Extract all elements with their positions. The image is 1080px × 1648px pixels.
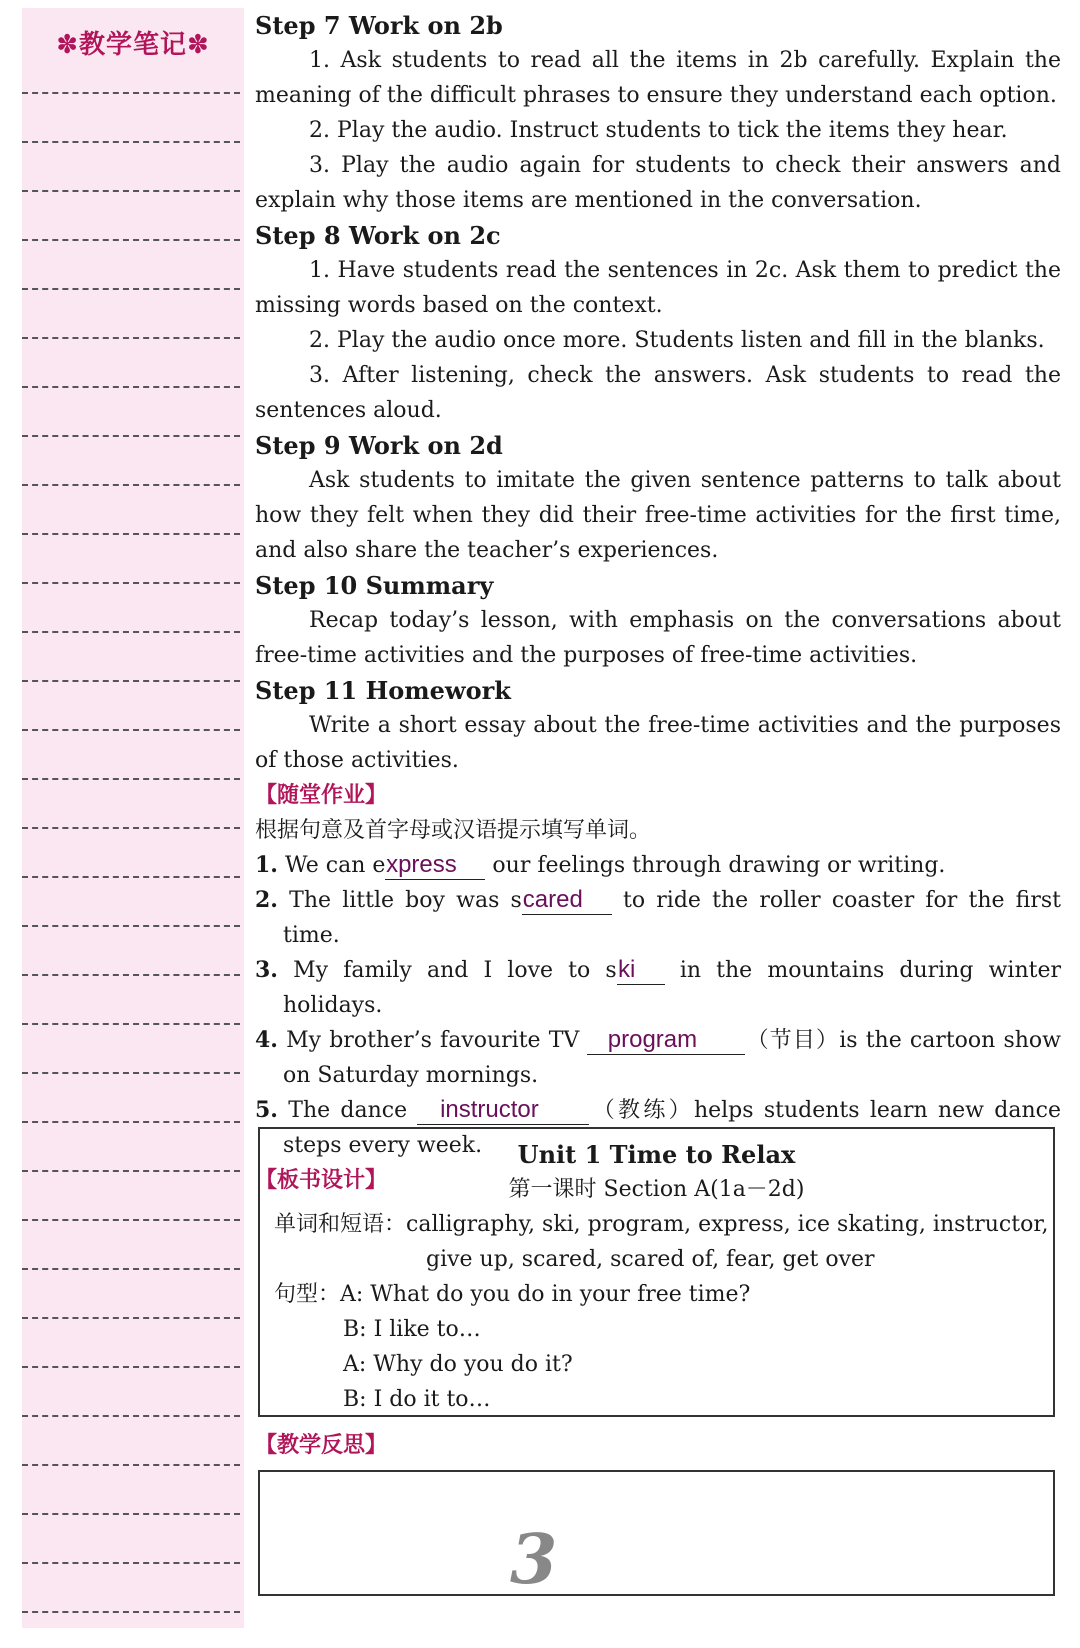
question-text-pre: The little boy was s xyxy=(289,888,522,913)
note-line xyxy=(22,729,240,731)
pattern-label: 句型： xyxy=(274,1282,341,1307)
note-line xyxy=(22,288,240,290)
step10-text: Recap today’s lesson, with emphasis on the conversations about free-time activities and the purposes of free-time activities. xyxy=(255,608,1061,668)
question-2 xyxy=(255,883,1061,953)
answer-blank xyxy=(587,1027,745,1055)
note-line xyxy=(22,876,240,878)
sidebar-title xyxy=(22,24,244,61)
question-number: 2. xyxy=(255,887,278,913)
question-text-post: our feelings through drawing or writing. xyxy=(492,853,946,878)
pattern-2: B: I like to… xyxy=(343,1317,481,1342)
note-line xyxy=(22,582,240,584)
note-line xyxy=(22,386,240,388)
answer-text: program xyxy=(607,1026,698,1053)
question-text-pre: My family and I love to s xyxy=(293,958,617,983)
pattern-1: A: What do you do in your free time? xyxy=(340,1282,751,1307)
note-line xyxy=(22,533,240,535)
question-text-post: to ride the roller coaster for the first time. xyxy=(283,888,1062,948)
lesson-steps xyxy=(255,8,1061,1198)
note-line xyxy=(22,1023,240,1025)
question-text-pre: My brother’s favourite TV xyxy=(286,1028,580,1053)
question-text-post: helps students learn new dance steps every week. xyxy=(283,1098,1061,1158)
step7-item-2: 2. Play the audio. Instruct students to tick the items they hear. xyxy=(309,118,1008,143)
note-line xyxy=(22,1219,240,1221)
step9-title: Step 9 Work on 2d xyxy=(255,431,503,460)
note-line xyxy=(22,974,240,976)
note-line xyxy=(22,1562,240,1564)
board-design-box xyxy=(258,1127,1055,1417)
step10-title: Step 10 Summary xyxy=(255,571,494,600)
question-number: 4. xyxy=(255,1027,278,1053)
note-line xyxy=(22,680,240,682)
vocab-label: 单词和短语： xyxy=(274,1212,407,1237)
pattern-row xyxy=(260,1277,1053,1312)
note-line xyxy=(22,337,240,339)
flower-right-icon: ✽ xyxy=(187,30,210,60)
note-line xyxy=(22,1317,240,1319)
question-number: 1. xyxy=(255,852,278,878)
chinese-hint: （教练） xyxy=(589,1098,694,1123)
note-line xyxy=(22,1366,240,1368)
note-line xyxy=(22,1170,240,1172)
step7-title: Step 7 Work on 2b xyxy=(255,11,503,40)
homework-instruction: 根据句意及首字母或汉语提示填写单词。 xyxy=(255,818,652,843)
step8-item-2: 2. Play the audio once more. Students listen and fill in the blanks. xyxy=(309,328,1045,353)
note-line xyxy=(22,827,240,829)
note-line xyxy=(22,778,240,780)
note-line xyxy=(22,1268,240,1270)
pattern-3: A: Why do you do it? xyxy=(343,1352,573,1377)
question-text-pre: We can e xyxy=(284,853,386,878)
question-text-post: in the mountains during winter holidays. xyxy=(283,958,1061,1018)
question-4 xyxy=(255,1023,1061,1093)
note-line xyxy=(22,1513,240,1515)
chinese-hint: （节目） xyxy=(745,1028,840,1053)
question-text-post: is the cartoon show on Saturday mornings. xyxy=(283,1028,1062,1088)
board-subtitle: 第一课时 Section A(1a－2d) xyxy=(508,1177,805,1202)
pattern-4: B: I do it to… xyxy=(343,1387,491,1412)
answer-text: xpress xyxy=(386,851,457,878)
vocab-line-1: calligraphy, ski, program, express, ice skating, instructor, xyxy=(406,1212,1049,1237)
answer-blank xyxy=(617,957,665,985)
note-line xyxy=(22,435,240,437)
vocab-row xyxy=(260,1207,1053,1242)
step11-text: Write a short essay about the free-time activities and the purposes of those activities. xyxy=(255,713,1061,773)
step7-item-1: 1. Ask students to read all the items in 2b carefully. Explain the meaning of the difficult phrases to ensure they understand each option. xyxy=(255,48,1061,108)
step8-title: Step 8 Work on 2c xyxy=(255,221,501,250)
note-line xyxy=(22,925,240,927)
note-line xyxy=(22,1464,240,1466)
note-line xyxy=(22,1072,240,1074)
question-3 xyxy=(255,953,1061,1023)
step8-item-1: 1. Have students read the sentences in 2c. Ask them to predict the missing words based on the context. xyxy=(255,258,1061,318)
answer-text: cared xyxy=(522,886,583,913)
question-number: 3. xyxy=(255,957,278,983)
page-number: 3 xyxy=(510,1520,558,1600)
vocab-line-2: give up, scared, scared of, fear, get over xyxy=(426,1247,875,1272)
step8-item-3: 3. After listening, check the answers. Ask students to read the sentences aloud. xyxy=(255,363,1061,423)
note-line xyxy=(22,1611,240,1613)
answer-blank xyxy=(385,852,485,880)
question-1 xyxy=(255,848,1061,883)
board-title: Unit 1 Time to Relax xyxy=(517,1140,796,1169)
answer-blank xyxy=(417,1097,589,1125)
note-line xyxy=(22,484,240,486)
note-line xyxy=(22,190,240,192)
notes-sidebar xyxy=(22,8,244,1628)
step11-title: Step 11 Homework xyxy=(255,676,511,705)
note-line xyxy=(22,239,240,241)
homework-heading: 【随堂作业】 xyxy=(255,783,388,808)
board-heading: 【板书设计】 xyxy=(255,1168,388,1193)
step7-item-3: 3. Play the audio again for students to check their answers and explain why those items are mentioned in the conversation. xyxy=(255,153,1061,213)
answer-blank xyxy=(522,887,612,915)
sidebar-title-text: 教学笔记 xyxy=(78,30,187,60)
question-number: 5. xyxy=(255,1097,278,1123)
note-line xyxy=(22,92,240,94)
reflection-box xyxy=(258,1470,1055,1596)
reflection-heading: 【教学反思】 xyxy=(255,1433,388,1458)
question-text-pre: The dance xyxy=(288,1098,408,1123)
answer-text: instructor xyxy=(440,1096,539,1123)
note-line xyxy=(22,141,240,143)
step9-text: Ask students to imitate the given sentence patterns to talk about how they felt when they did their free-time activities for the first time, and also share the teacher’s experiences. xyxy=(255,468,1061,563)
note-line xyxy=(22,631,240,633)
answer-text: ki xyxy=(618,956,636,983)
note-line xyxy=(22,1415,240,1417)
note-line xyxy=(22,1121,240,1123)
flower-left-icon: ✽ xyxy=(56,30,79,60)
